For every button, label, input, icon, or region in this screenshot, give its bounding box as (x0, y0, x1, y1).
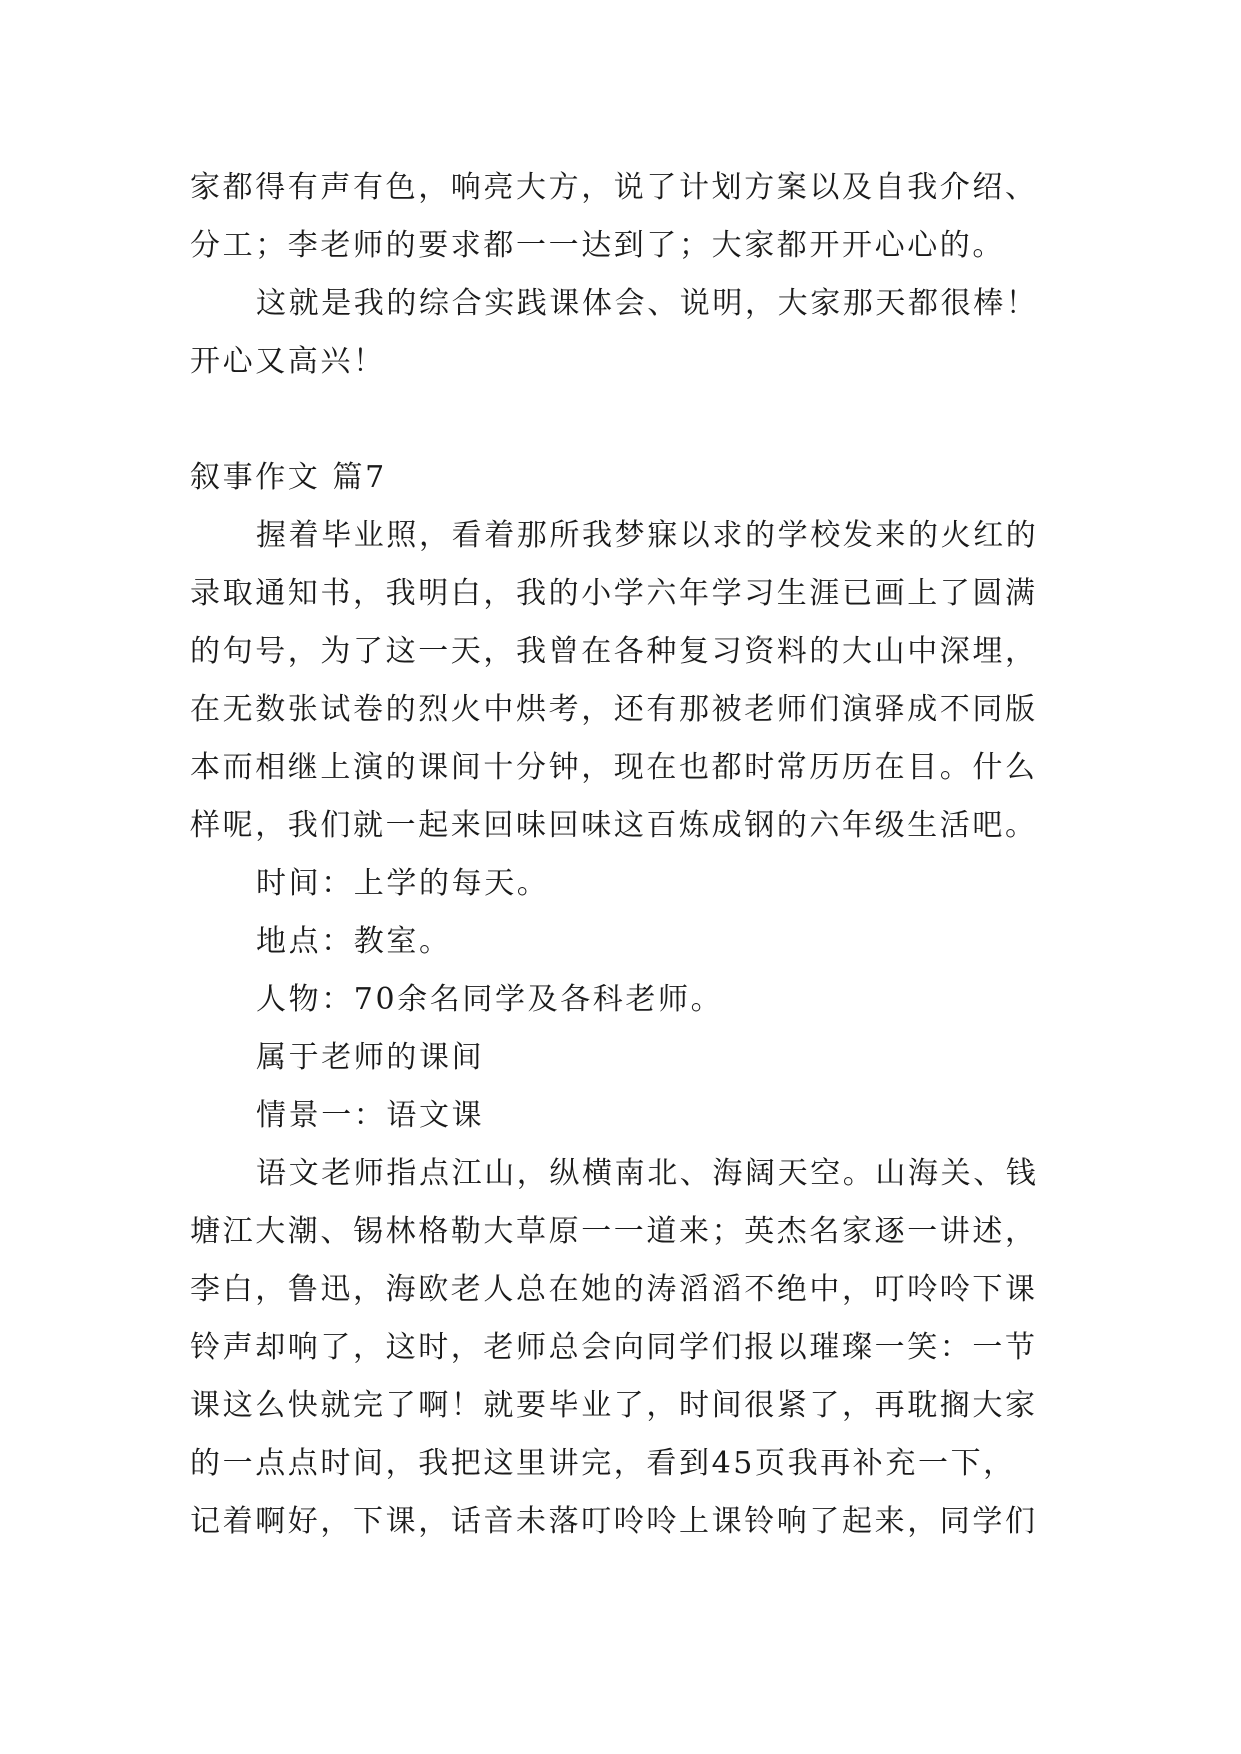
section-heading: 叙事作文 篇7 (190, 460, 387, 495)
paragraph-line: 样呢，我们就一起来回味回味这百炼成钢的六年级生活吧。 (190, 808, 1038, 843)
paragraph-line: 时间：上学的每天。 (256, 866, 550, 901)
paragraph-line: 录取通知书，我明白，我的小学六年学习生涯已画上了圆满 (190, 576, 1038, 611)
paragraph-line: 握着毕业照，看着那所我梦寐以求的学校发来的火红的 (256, 518, 1039, 553)
paragraph-line: 课这么快就完了啊！就要毕业了，时间很紧了，再耽搁大家 (190, 1388, 1038, 1423)
paragraph-line: 铃声却响了，这时，老师总会向同学们报以璀璨一笑：一节 (190, 1330, 1038, 1365)
paragraph-line: 记着啊好，下课，话音未落叮呤呤上课铃响了起来，同学们 (190, 1504, 1038, 1539)
paragraph-line: 的句号，为了这一天，我曾在各种复习资料的大山中深埋， (190, 634, 1038, 669)
paragraph-line: 开心又高兴！ (190, 344, 386, 379)
paragraph-line: 分工；李老师的要求都一一达到了；大家都开开心心的。 (190, 228, 1005, 263)
paragraph-line: 人物：70余名同学及各科老师。 (256, 982, 724, 1017)
paragraph-line: 的一点点时间，我把这里讲完，看到45页我再补充一下， (190, 1446, 1016, 1481)
paragraph-line: 塘江大潮、锡林格勒大草原一一道来；英杰名家逐一讲述， (190, 1214, 1038, 1249)
paragraph-line: 家都得有声有色，响亮大方，说了计划方案以及自我介绍、 (190, 170, 1038, 205)
paragraph-line: 在无数张试卷的烈火中烘考，还有那被老师们演驿成不同版 (190, 692, 1038, 727)
paragraph-line: 属于老师的课间 (256, 1040, 485, 1075)
paragraph-line: 这就是我的综合实践课体会、说明，大家那天都很棒！ (256, 286, 1039, 321)
paragraph-line: 情景一：语文课 (256, 1098, 485, 1133)
paragraph-line: 本而相继上演的课间十分钟，现在也都时常历历在目。什么 (190, 750, 1038, 785)
paragraph-line: 地点：教室。 (256, 924, 452, 959)
paragraph-line: 语文老师指点江山，纵横南北、海阔天空。山海关、钱 (256, 1156, 1039, 1191)
paragraph-line: 李白，鲁迅，海欧老人总在她的涛滔滔不绝中，叮呤呤下课 (190, 1272, 1038, 1307)
